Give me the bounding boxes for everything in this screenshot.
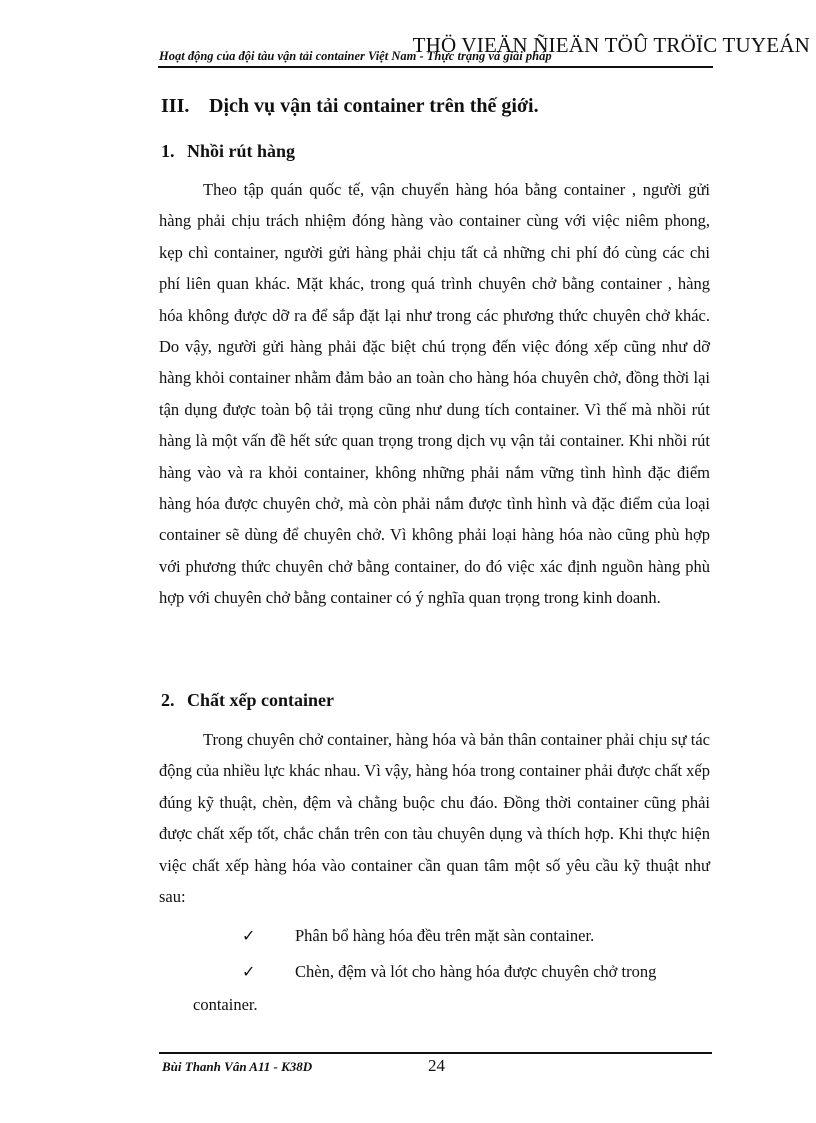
paragraph-chat-xep-container	[159, 724, 710, 912]
running-header: Hoạt động của đội tàu vận tải container Việt Nam - Thực trạng và giải pháp	[159, 49, 552, 63]
subsection-number: 1.	[161, 141, 175, 161]
subsection-number: 2.	[161, 690, 175, 710]
page-number: 24	[428, 1056, 445, 1075]
paragraph-text: Trong chuyên chở container, hàng hóa và bản thân container phải chịu sự tác động của nhiều lực khác nhau. Vì vậy, hàng hóa trong container phải được chất xếp đúng kỹ thuật, chèn, đệm và chằng buộc chu đáo. Đồng thời container cũng phải được chất xếp tốt, chắc chắn trên con tàu chuyên dụng và thích hợp. Khi thực hiện việc chất xếp hàng hóa vào container cần quan tâm một số yêu cầu kỹ thuật như sau:	[159, 730, 710, 907]
bullet-item	[158, 955, 710, 1021]
subsection-heading-2	[161, 690, 334, 711]
bullet-text: Phân bổ hàng hóa đều trên mặt sàn container.	[295, 926, 595, 945]
section-title-text: Dịch vụ vận tải container trên thế giới.	[209, 95, 539, 117]
subsection-title: Chất xếp container	[187, 690, 334, 710]
bullet-text: Chèn, đệm và lót cho hàng hóa được chuyên chở trong	[295, 962, 657, 981]
checkmark-icon: ✓	[242, 962, 256, 981]
subsection-heading-1	[161, 141, 295, 162]
checkmark-icon: ✓	[242, 926, 256, 945]
header-divider	[158, 66, 713, 68]
section-title	[161, 95, 539, 118]
bullet-item	[158, 919, 710, 952]
section-number: III.	[161, 95, 190, 117]
subsection-title: Nhồi rút hàng	[187, 141, 296, 161]
paragraph-text: Theo tập quán quốc tế, vận chuyển hàng hóa bằng container , người gửi hàng phải chịu trách nhiệm đóng hàng vào container cùng với việc niêm phong, kẹp chì container, người gửi hàng phải chịu tất cả những chi phí đó cùng các chi phí liên quan khác. Mặt khác, trong quá trình chuyên chở bằng container , hàng hóa không được dỡ ra để sắp đặt lại như trong các phương thức chuyên chở khác. Do vậy, người gửi hàng phải đặc biệt chú trọng đến việc đóng xếp cũng như dỡ hàng khỏi container nhằm đảm bảo an toàn cho hàng hóa chuyên chở, đồng thời lại tận dụng được toàn bộ tải trọng cũng như dung tích container. Vì thế mà nhồi rút hàng là một vấn đề hết sức quan trọng trong dịch vụ vận tải container. Khi nhồi rút hàng vào và ra khỏi container, không những phải nắm vững tình hình đặc điểm hàng hóa được chuyên chở, mà còn phải nắm được tình hình và đặc điểm của loại container sẽ dùng để chuyên chở. Vì không phải loại hàng hóa nào cũng phù hợp với phương thức chuyên chở bằng container, do đó việc xác định nguồn hàng phù hợp với chuyên chở bằng container có ý nghĩa quan trọng trong kinh doanh.	[159, 180, 710, 608]
footer-divider	[159, 1052, 712, 1054]
footer-author: Bùi Thanh Vân A11 - K38D	[162, 1059, 313, 1074]
paragraph-nhoi-rut-hang	[159, 174, 710, 614]
bullet-text-continuation: container.	[193, 995, 258, 1014]
watermark-text: THÖ VIEÄN ÑIEÄN TÖÛ TRÖÏC TUYEÁN	[412, 33, 810, 57]
